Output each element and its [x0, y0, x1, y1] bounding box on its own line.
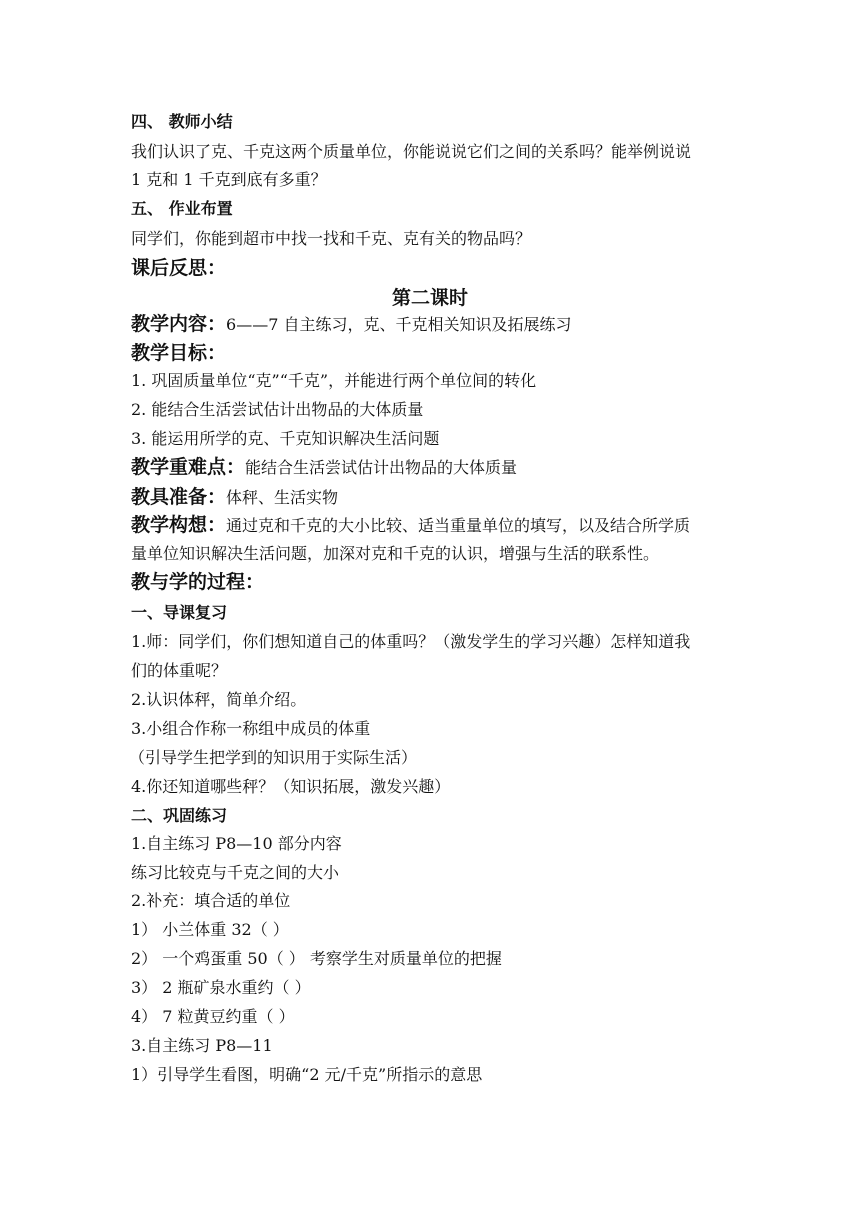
part-2-line: 3） 2 瓶矿泉水重约（ ）	[131, 978, 311, 997]
part-2-line: 1） 小兰体重 32（ ）	[131, 920, 289, 939]
part-1-line: 们的体重呢？	[131, 661, 228, 680]
concept-value-line-2: 量单位知识解决生活问题，加深对克和千克的认识，增强与生活的联系性。	[131, 544, 660, 563]
difficulty-row	[131, 455, 517, 480]
difficulty-label: 教学重难点：	[131, 456, 246, 478]
tools-value: 体秤、生活实物	[226, 488, 339, 507]
lesson-title: 第二课时	[391, 287, 468, 309]
tools-label: 教具准备：	[131, 486, 227, 508]
part-1-line: 2.认识体秤，简单介绍。	[131, 690, 307, 709]
goal-item: 3. 能运用所学的克、千克知识解决生活问题	[131, 429, 440, 448]
process-heading: 教与学的过程：	[131, 571, 265, 593]
goal-item: 1. 巩固质量单位“克”“千克”，并能进行两个单位间的转化	[131, 371, 537, 390]
concept-row	[131, 513, 690, 538]
concept-label: 教学构想：	[131, 514, 227, 536]
goals-heading: 教学目标：	[131, 342, 227, 364]
section-5-text-line-1: 同学们，你能到超市中找一找和千克、克有关的物品吗？	[131, 229, 532, 248]
part-2-line: 1）引导学生看图，明确“2 元/千克”所指示的意思	[131, 1065, 483, 1084]
difficulty-value: 能结合生活尝试估计出物品的大体质量	[245, 458, 518, 477]
section-4-heading: 四、 教师小结	[131, 112, 233, 131]
section-4-text-line-2: 1 克和 1 千克到底有多重？	[131, 170, 327, 189]
content-row	[131, 312, 571, 337]
part-1-heading: 一、导课复习	[131, 603, 228, 622]
part-1-line: （引导学生把学到的知识用于实际生活）	[129, 748, 418, 767]
content-value: 6——7 自主练习，克、千克相关知识及拓展练习	[226, 315, 572, 334]
part-2-line: 1.自主练习 P8—10 部分内容	[131, 834, 342, 853]
reflection-heading: 课后反思：	[131, 257, 227, 279]
part-1-line: 4.你还知道哪些秤？（知识拓展，激发兴趣）	[131, 777, 451, 796]
concept-value-line-1: 通过克和千克的大小比较、适当重量单位的填写，以及结合所学质	[226, 516, 691, 535]
part-2-line: 2.补充：填合适的单位	[131, 891, 291, 910]
content-label: 教学内容：	[131, 313, 227, 335]
part-2-line: 2） 一个鸡蛋重 50（ ） 考察学生对质量单位的把握	[131, 949, 502, 968]
goal-item: 2. 能结合生活尝试估计出物品的大体质量	[131, 400, 424, 419]
part-2-line: 练习比较克与千克之间的大小	[131, 863, 340, 882]
section-4-text-line-1: 我们认识了克、千克这两个质量单位，你能说说它们之间的关系吗？能举例说说	[131, 142, 692, 161]
part-1-line: 3.小组合作称一称组中成员的体重	[131, 719, 371, 738]
tools-row	[131, 485, 338, 510]
part-2-line: 3.自主练习 P8—11	[131, 1036, 273, 1055]
part-2-heading: 二、巩固练习	[131, 806, 228, 825]
part-1-line: 1.师：同学们，你们想知道自己的体重吗？（激发学生的学习兴趣）怎样知道我	[131, 632, 691, 651]
part-2-line: 4） 7 粒黄豆约重（ ）	[131, 1007, 295, 1026]
section-5-heading: 五、 作业布置	[131, 199, 233, 218]
